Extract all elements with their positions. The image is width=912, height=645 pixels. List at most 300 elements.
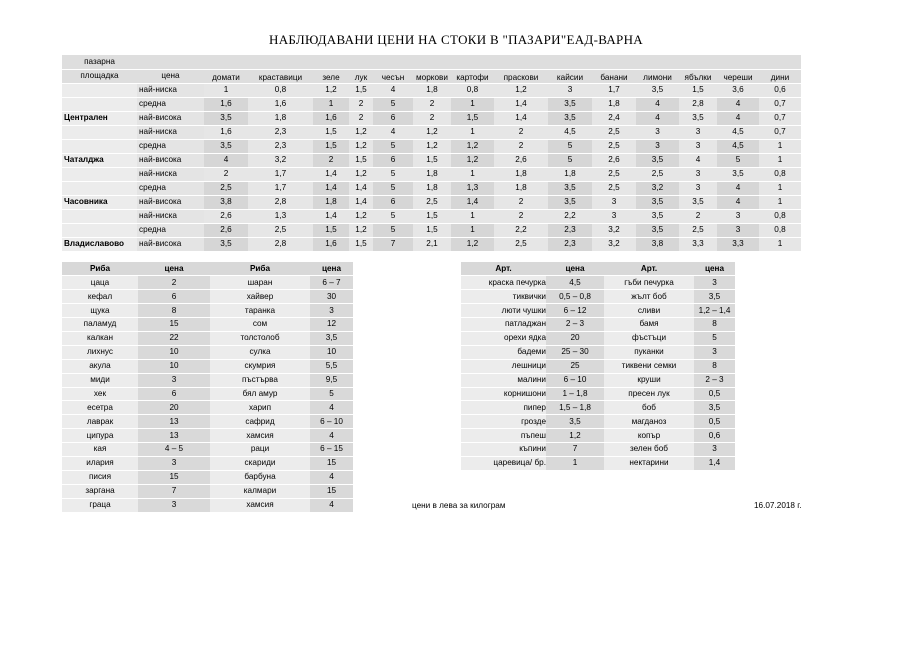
item-price: 5 [310,387,353,401]
column-header: череши [717,69,759,83]
item-price: 3,5 [694,401,735,415]
price-cell: 4,5 [717,139,759,153]
item-name: щука [62,304,138,318]
price-cell: 3,2 [636,181,679,195]
item-name: калкан [62,331,138,345]
market-name [62,125,137,139]
item-name: скумрия [210,359,310,373]
table-row [62,498,353,512]
table-row [461,359,735,373]
item-name: сафрид [210,415,310,429]
item-price: 6 [138,387,210,401]
item-price: 7 [138,484,210,498]
price-cell: 1,5 [349,83,373,97]
price-cell: 3,5 [548,195,592,209]
page-title: НАБЛЮДАВАНИ ЦЕНИ НА СТОКИ В "ПАЗАРИ"ЕАД-ВАРНА [269,32,643,47]
price-cell: 1,4 [313,209,349,223]
column-header: зеле [313,69,349,83]
price-cell: 5 [373,97,413,111]
item-name: шаран [210,276,310,290]
column-header: дини [759,69,801,83]
price-cell: 2,5 [494,237,548,251]
price-cell: 1,8 [413,181,451,195]
table-row [62,181,801,195]
price-cell: 1,2 [349,125,373,139]
item-price: 0,5 – 0,8 [546,290,604,304]
item-name: цаца [62,276,138,290]
header-price: цена [137,69,204,83]
price-cell: 1,8 [494,181,548,195]
price-cell: 3,5 [548,97,592,111]
unit-note: цени в лева за килограм [412,501,506,510]
item-name: хек [62,387,138,401]
header-row [461,262,735,276]
header-spacer [137,55,801,69]
market-name [62,139,137,153]
price-cell: 3,5 [548,111,592,125]
price-cell: 2,3 [248,125,313,139]
price-cell: 3,5 [204,139,248,153]
price-type: най-висока [137,111,204,125]
price-cell: 3 [636,125,679,139]
price-cell: 0,8 [759,167,801,181]
item-price: 6 – 10 [546,373,604,387]
item-price: 13 [138,415,210,429]
item-price: 0,5 [694,415,735,429]
item-price: 1,2 – 1,4 [694,304,735,318]
price-cell: 4 [373,125,413,139]
table-row [461,443,735,457]
item-name: малини [461,373,546,387]
price-cell: 3,5 [204,111,248,125]
item-price: 6 – 12 [546,304,604,318]
price-cell: 3,5 [204,237,248,251]
price-cell: 3,5 [679,195,717,209]
price-cell: 1,8 [592,97,636,111]
item-price: 4 [310,470,353,484]
price-cell: 1,8 [548,167,592,181]
price-cell: 1 [451,167,494,181]
price-cell: 3,5 [679,111,717,125]
price-cell: 4 [717,181,759,195]
item-price: 3 [694,345,735,359]
price-cell: 2,5 [592,167,636,181]
price-cell: 1,5 [313,139,349,153]
item-price: 1,4 [694,456,735,470]
item-name: люти чушки [461,304,546,318]
price-cell: 2,1 [413,237,451,251]
item-price: 10 [310,345,353,359]
price-cell: 1,2 [349,209,373,223]
item-name: писия [62,470,138,484]
price-cell: 1,3 [248,209,313,223]
item-name: пресен лук [604,387,694,401]
item-name: патладжан [461,318,546,332]
item-price: 6 – 7 [310,276,353,290]
item-name: хамсия [210,498,310,512]
column-header: Арт. [604,262,694,276]
table-row [62,443,353,457]
price-cell: 0,8 [248,83,313,97]
price-cell: 4 [373,83,413,97]
table-row [62,223,801,237]
price-cell: 3,3 [717,237,759,251]
price-cell: 1,8 [413,83,451,97]
column-header: цена [546,262,604,276]
price-cell: 3,2 [592,237,636,251]
price-cell: 5 [548,139,592,153]
price-cell: 1,4 [451,195,494,209]
item-name: бадеми [461,345,546,359]
price-cell: 2 [349,97,373,111]
item-price: 6 – 10 [310,415,353,429]
price-cell: 2,5 [636,167,679,181]
price-cell: 3 [679,181,717,195]
price-cell: 3,5 [636,153,679,167]
header-row [62,69,801,83]
price-cell: 1,2 [349,139,373,153]
item-name: барбуна [210,470,310,484]
price-cell: 3,5 [636,83,679,97]
price-type: най-ниска [137,125,204,139]
price-cell: 1 [759,153,801,167]
table-row [461,290,735,304]
item-price: 20 [138,401,210,415]
price-cell: 6 [373,195,413,209]
price-cell: 2 [679,209,717,223]
column-header: цена [694,262,735,276]
item-name: магданоз [604,415,694,429]
market-name: Владиславово [62,237,137,251]
price-cell: 5 [373,223,413,237]
item-price: 4,5 [546,276,604,290]
price-cell: 1,5 [679,83,717,97]
price-cell: 3 [717,209,759,223]
table-row [62,209,801,223]
item-price: 3 [138,373,210,387]
market-name [62,97,137,111]
item-price: 12 [310,318,353,332]
table-row [62,470,353,484]
price-cell: 3,8 [204,195,248,209]
column-header: Риба [62,262,138,276]
column-header: цена [310,262,353,276]
price-cell: 1,2 [349,167,373,181]
price-cell: 1,4 [313,167,349,181]
column-header: цена [138,262,210,276]
price-cell: 1,4 [313,181,349,195]
price-cell: 2,3 [548,223,592,237]
item-name: раци [210,443,310,457]
price-cell: 2 [349,111,373,125]
price-cell: 2 [494,125,548,139]
price-cell: 1 [759,139,801,153]
price-cell: 2,3 [548,237,592,251]
item-name: круши [604,373,694,387]
price-cell: 1,4 [494,97,548,111]
table-row [62,373,353,387]
price-cell: 3,2 [248,153,313,167]
price-cell: 1,2 [413,139,451,153]
table-row [62,290,353,304]
price-cell: 2,5 [592,139,636,153]
price-type: най-висока [137,195,204,209]
table-row [62,415,353,429]
price-cell: 4,5 [717,125,759,139]
column-header: лук [349,69,373,83]
item-name: таранка [210,304,310,318]
item-name: хамсия [210,429,310,443]
item-name: царевица/ бр. [461,456,546,470]
price-cell: 1,2 [313,83,349,97]
price-cell: 2 [413,111,451,125]
item-name: сливи [604,304,694,318]
price-cell: 4 [717,111,759,125]
price-cell: 5 [373,209,413,223]
price-cell: 2,8 [679,97,717,111]
price-cell: 0,7 [759,111,801,125]
price-cell: 2,6 [494,153,548,167]
table-row [62,153,801,167]
price-cell: 1,3 [451,181,494,195]
price-cell: 2,5 [592,181,636,195]
price-cell: 1,6 [248,97,313,111]
item-name: пъстърва [210,373,310,387]
price-cell: 1,7 [248,181,313,195]
price-type: най-висока [137,237,204,251]
item-name: тиквички [461,290,546,304]
price-cell: 2 [204,167,248,181]
item-name: пуканки [604,345,694,359]
item-price: 1,2 [546,429,604,443]
price-cell: 3 [679,167,717,181]
item-price: 10 [138,359,210,373]
price-cell: 1 [451,97,494,111]
price-type: средна [137,97,204,111]
price-cell: 6 [373,111,413,125]
item-price: 2 – 3 [546,318,604,332]
header-market: пазарна [62,55,137,69]
column-header: праскови [494,69,548,83]
price-cell: 3,5 [636,209,679,223]
item-name: харип [210,401,310,415]
price-cell: 2,5 [204,181,248,195]
item-price: 3,5 [694,290,735,304]
price-type: най-ниска [137,209,204,223]
price-cell: 0,8 [451,83,494,97]
item-price: 1 – 1,8 [546,387,604,401]
price-cell: 1 [204,83,248,97]
item-name: боб [604,401,694,415]
price-cell: 3,3 [679,237,717,251]
price-cell: 2 [313,153,349,167]
price-cell: 0,6 [759,83,801,97]
price-cell: 5 [373,167,413,181]
price-cell: 0,7 [759,97,801,111]
price-cell: 3,5 [636,195,679,209]
item-name: сулка [210,345,310,359]
item-price: 0,6 [694,429,735,443]
price-cell: 4 [717,97,759,111]
price-cell: 3,6 [717,83,759,97]
price-cell: 1,5 [349,153,373,167]
item-price: 3 [138,498,210,512]
item-name: гъби печурка [604,276,694,290]
price-type: средна [137,181,204,195]
item-price: 6 – 15 [310,443,353,457]
price-cell: 1 [313,97,349,111]
column-header: домати [204,69,248,83]
price-cell: 1,2 [451,153,494,167]
price-cell: 1,5 [451,111,494,125]
table-row [62,276,353,290]
price-cell: 1,5 [313,223,349,237]
item-name: копър [604,429,694,443]
price-cell: 2,6 [204,209,248,223]
price-cell: 4 [717,195,759,209]
item-price: 1,5 – 1,8 [546,401,604,415]
fish-price-table [62,262,353,513]
price-cell: 2,8 [248,195,313,209]
item-price: 8 [694,359,735,373]
item-price: 4 – 5 [138,443,210,457]
price-cell: 1,8 [494,167,548,181]
table-row [62,83,801,97]
item-price: 4 [310,401,353,415]
table-row [461,415,735,429]
table-row [461,387,735,401]
table-row [62,484,353,498]
item-price: 4 [310,498,353,512]
item-name: миди [62,373,138,387]
market-name [62,209,137,223]
price-cell: 2,8 [248,237,313,251]
price-cell: 1,5 [349,237,373,251]
header-row [62,262,353,276]
price-cell: 3,5 [636,223,679,237]
item-price: 5 [694,331,735,345]
market-name: Чаталджа [62,153,137,167]
item-price: 2 – 3 [694,373,735,387]
column-header: картофи [451,69,494,83]
item-price: 25 – 30 [546,345,604,359]
item-name: заргана [62,484,138,498]
price-cell: 5 [548,153,592,167]
item-name: фъстъци [604,331,694,345]
price-cell: 3 [679,139,717,153]
price-cell: 2,2 [494,223,548,237]
table-row [461,401,735,415]
table-row [62,111,801,125]
item-name: корнишони [461,387,546,401]
price-cell: 1 [759,181,801,195]
table-row [62,331,353,345]
price-cell: 1,6 [204,125,248,139]
item-price: 3 [310,304,353,318]
misc-price-table [461,262,735,471]
column-header: краставици [248,69,313,83]
table-row [461,429,735,443]
price-cell: 1,7 [248,167,313,181]
table-row [461,276,735,290]
price-cell: 1,4 [349,181,373,195]
price-cell: 1,6 [313,237,349,251]
table-row [461,456,735,470]
item-price: 15 [310,484,353,498]
price-cell: 1,6 [313,111,349,125]
price-cell: 4 [636,97,679,111]
item-price: 10 [138,345,210,359]
produce-price-table [62,55,801,252]
item-name: бамя [604,318,694,332]
price-cell: 2,3 [248,139,313,153]
price-cell: 1,5 [413,223,451,237]
item-price: 2 [138,276,210,290]
item-price: 3,5 [546,415,604,429]
market-name [62,167,137,181]
table-row [62,456,353,470]
column-header: моркови [413,69,451,83]
price-cell: 3 [592,195,636,209]
table-row [62,318,353,332]
table-row [62,237,801,251]
price-cell: 3 [636,139,679,153]
market-name: Централен [62,111,137,125]
price-cell: 4 [679,153,717,167]
price-cell: 1,2 [494,83,548,97]
item-price: 20 [546,331,604,345]
item-price: 15 [310,456,353,470]
table-row [62,429,353,443]
item-name: лаврак [62,415,138,429]
item-name: лешници [461,359,546,373]
header-market: площадка [62,69,137,83]
price-cell: 5 [373,139,413,153]
price-cell: 2 [494,139,548,153]
item-price: 3 [694,443,735,457]
price-cell: 2,5 [679,223,717,237]
item-name: акула [62,359,138,373]
price-cell: 2,4 [592,111,636,125]
price-cell: 2,6 [592,153,636,167]
price-type: средна [137,139,204,153]
market-name [62,83,137,97]
price-cell: 6 [373,153,413,167]
table-row [62,139,801,153]
item-price: 15 [138,470,210,484]
column-header: банани [592,69,636,83]
header-row [62,55,801,69]
item-price: 13 [138,429,210,443]
price-cell: 1,2 [413,125,451,139]
table-row [62,359,353,373]
item-name: граца [62,498,138,512]
price-cell: 1,2 [451,139,494,153]
price-cell: 3 [592,209,636,223]
table-row [62,345,353,359]
column-header: лимони [636,69,679,83]
price-cell: 7 [373,237,413,251]
price-cell: 3,5 [717,167,759,181]
price-cell: 1,5 [313,125,349,139]
table-row [461,331,735,345]
price-cell: 1 [451,223,494,237]
table-row [461,373,735,387]
item-price: 1 [546,456,604,470]
market-name: Часовника [62,195,137,209]
price-cell: 1,2 [451,237,494,251]
item-name: калмари [210,484,310,498]
